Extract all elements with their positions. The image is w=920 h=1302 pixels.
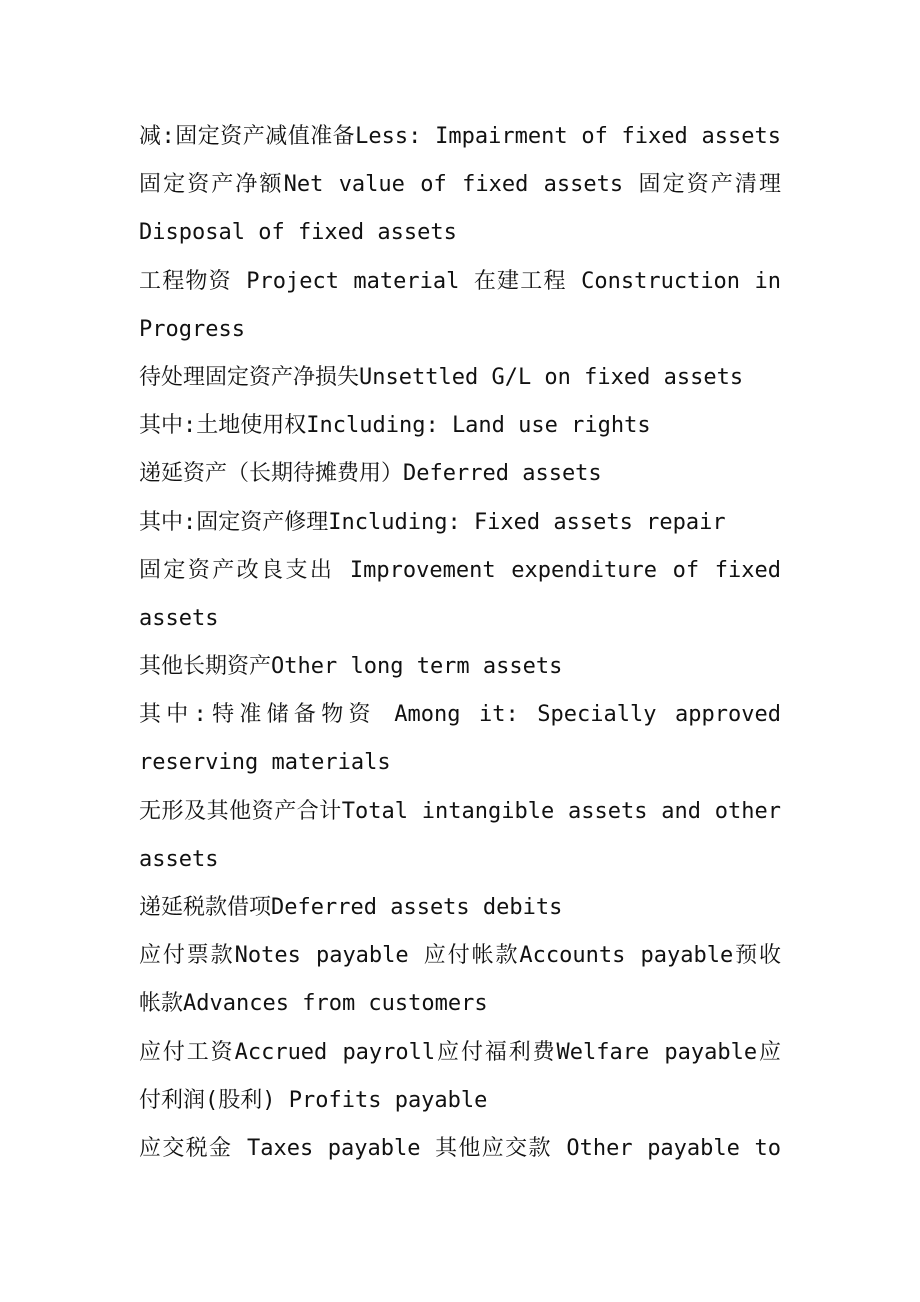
text-line: assets [139, 846, 219, 872]
document-body [139, 113, 781, 1173]
text-line: 其中:固定资产修理Including: Fixed assets repair [139, 509, 726, 535]
text-line: 其他长期资产Other long term assets [139, 654, 563, 680]
text-line: 其中:土地使用权Including: Land use rights [139, 413, 651, 439]
text-line: 减:固定资产减值准备Less: Impairment of fixed assets [139, 124, 781, 149]
text-line: assets [139, 605, 219, 631]
text-line: 待处理固定资产净损失Unsettled G/L on fixed assets [139, 364, 744, 390]
text-line: 固定资产改良支出 Improvement expenditure of fixed [139, 557, 781, 583]
text-line: 无形及其他资产合计Total intangible assets and other [139, 798, 781, 824]
text-line: reserving materials [139, 750, 391, 776]
text-line: 应交税金 Taxes payable 其他应交款 Other payable to [139, 1135, 781, 1161]
text-line: 固定资产净额Net value of fixed assets 固定资产清理 [139, 172, 781, 198]
text-line: 递延资产（长期待摊费用）Deferred assets [139, 461, 602, 487]
text-line: 其中:特准储备物资 Among it: Specially approved [139, 702, 781, 728]
text-line: 帐款Advances from customers [139, 991, 488, 1017]
text-line: Disposal of fixed assets [139, 220, 457, 246]
text-line: 递延税款借项Deferred assets debits [139, 895, 563, 920]
text-line: 工程物资 Project material 在建工程 Construction in [139, 268, 781, 294]
text-line: 付利润(股利) Profits payable [139, 1087, 488, 1113]
text-line: Progress [139, 316, 245, 342]
text-line: 应付票款Notes payable 应付帐款Accounts payable预收 [139, 943, 781, 969]
text-line: 应付工资Accrued payroll应付福利费Welfare payable应 [139, 1039, 781, 1065]
